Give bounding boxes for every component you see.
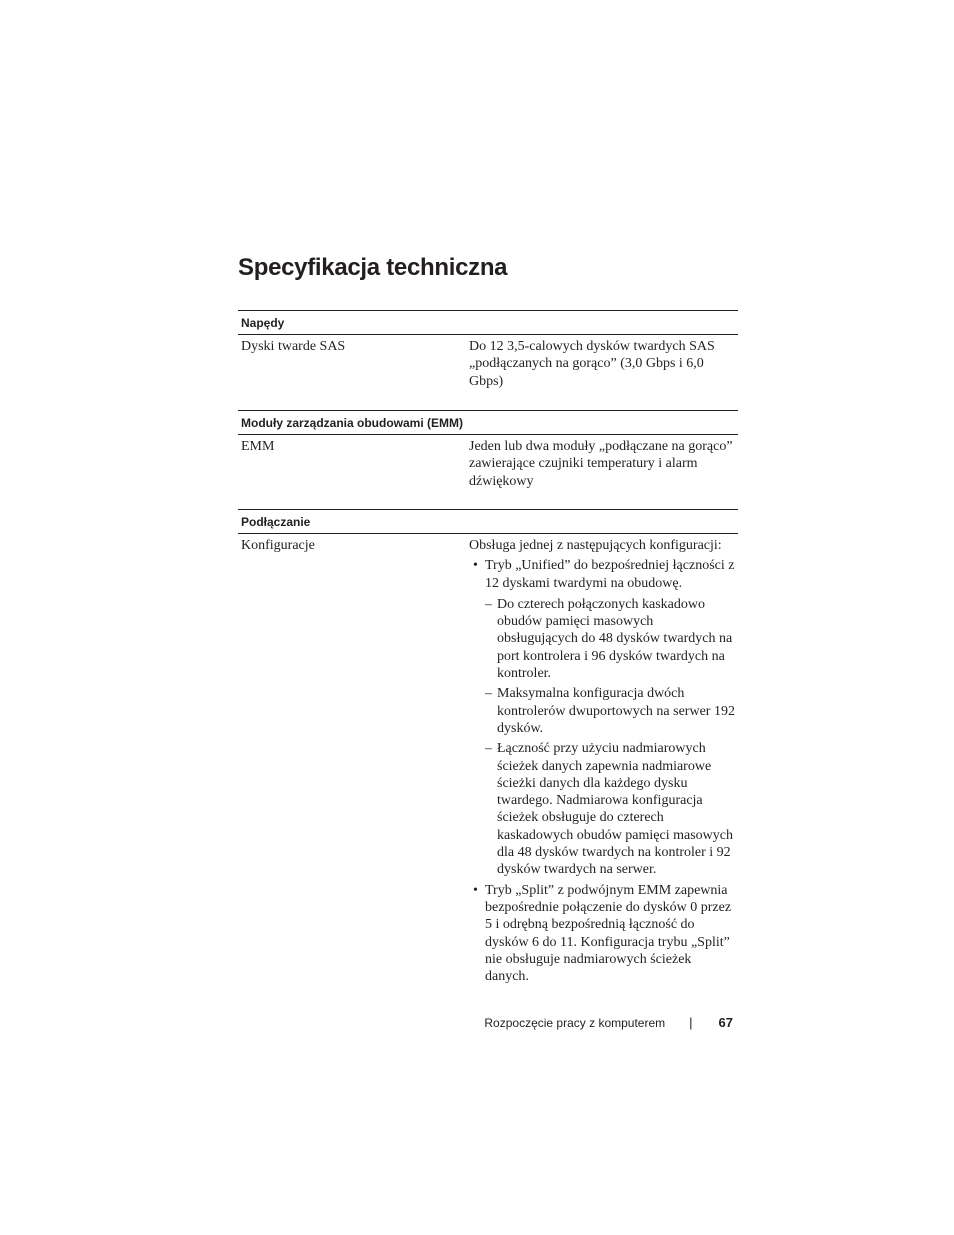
row-value: Do 12 3,5-calowych dysków twardych SAS „podłączanych na gorąco” (3,0 Gbps i 6,0 Gbps): [469, 339, 715, 389]
section-emm: [238, 410, 738, 509]
section-header-connectivity: Podłączanie: [238, 510, 738, 534]
row-label: Konfiguracje: [241, 538, 315, 553]
section-header-emm: Moduły zarządzania obudowami (EMM): [238, 411, 738, 435]
page-number: 67: [718, 1015, 733, 1030]
bullet-list: [469, 557, 737, 985]
configurations-intro: Obsługa jednej z następujących konfiguracji:: [469, 538, 722, 553]
list-item: – Maksymalna konfiguracja dwóch kontrolerów dwuportowych na serwer 192 dysków.: [485, 685, 737, 737]
list-item: – Do czterech połączonych kaskadowo obudów pamięci masowych obsługujących do 48 dysków twardych na port kontrolera i 96 dysków twardych na kontroler.: [485, 596, 737, 682]
spec-table: [238, 310, 738, 988]
row-label: Dyski twarde SAS: [241, 339, 346, 354]
row-value-configurations: [469, 537, 737, 988]
table-row: [238, 435, 738, 509]
footer-chapter-title: Rozpoczęcie pracy z komputerem: [484, 1015, 666, 1030]
bullet-text: Tryb „Split” z podwójnym EMM zapewnia bezpośrednie połączenie do dysków 0 przez 5 i odrębną bezpośrednią łączność do dysków 6 do 11. Konfiguracja trybu „Split” nie obsługuje nadmiarowych ścieżek danych.: [485, 882, 732, 985]
bullet-text: Tryb „Unified” do bezpośredniej łączności z 12 dyskami twardymi na obudowę.: [485, 558, 735, 591]
list-item: [469, 557, 737, 878]
dash-list: [485, 596, 737, 879]
row-value: Jeden lub dwa moduły „podłączane na gorąco” zawierające czujniki temperatury i alarm dźwiękowy: [469, 439, 733, 489]
section-drives: [238, 310, 738, 410]
row-label: EMM: [241, 439, 275, 454]
list-item: – Łączność przy użyciu nadmiarowych ścieżek danych zapewnia nadmiarowe ścieżki danych dla każdego dysku twardego. Nadmiarowa konfiguracja ścieżek obsługuje do czterech kaskadowych obudów pamięci masowych dla 48 dysków twardych na kontroler i 92 dysków twardych na serwer.: [485, 740, 737, 878]
section-header-drives: Napędy: [238, 311, 738, 335]
footer-separator: |: [689, 1015, 693, 1030]
list-item: [469, 882, 737, 986]
page-footer: [484, 1015, 733, 1030]
section-connectivity: [238, 509, 738, 988]
page-title: Specyfikacja techniczna: [238, 254, 508, 281]
table-row: [238, 335, 738, 410]
table-row: [238, 534, 738, 988]
